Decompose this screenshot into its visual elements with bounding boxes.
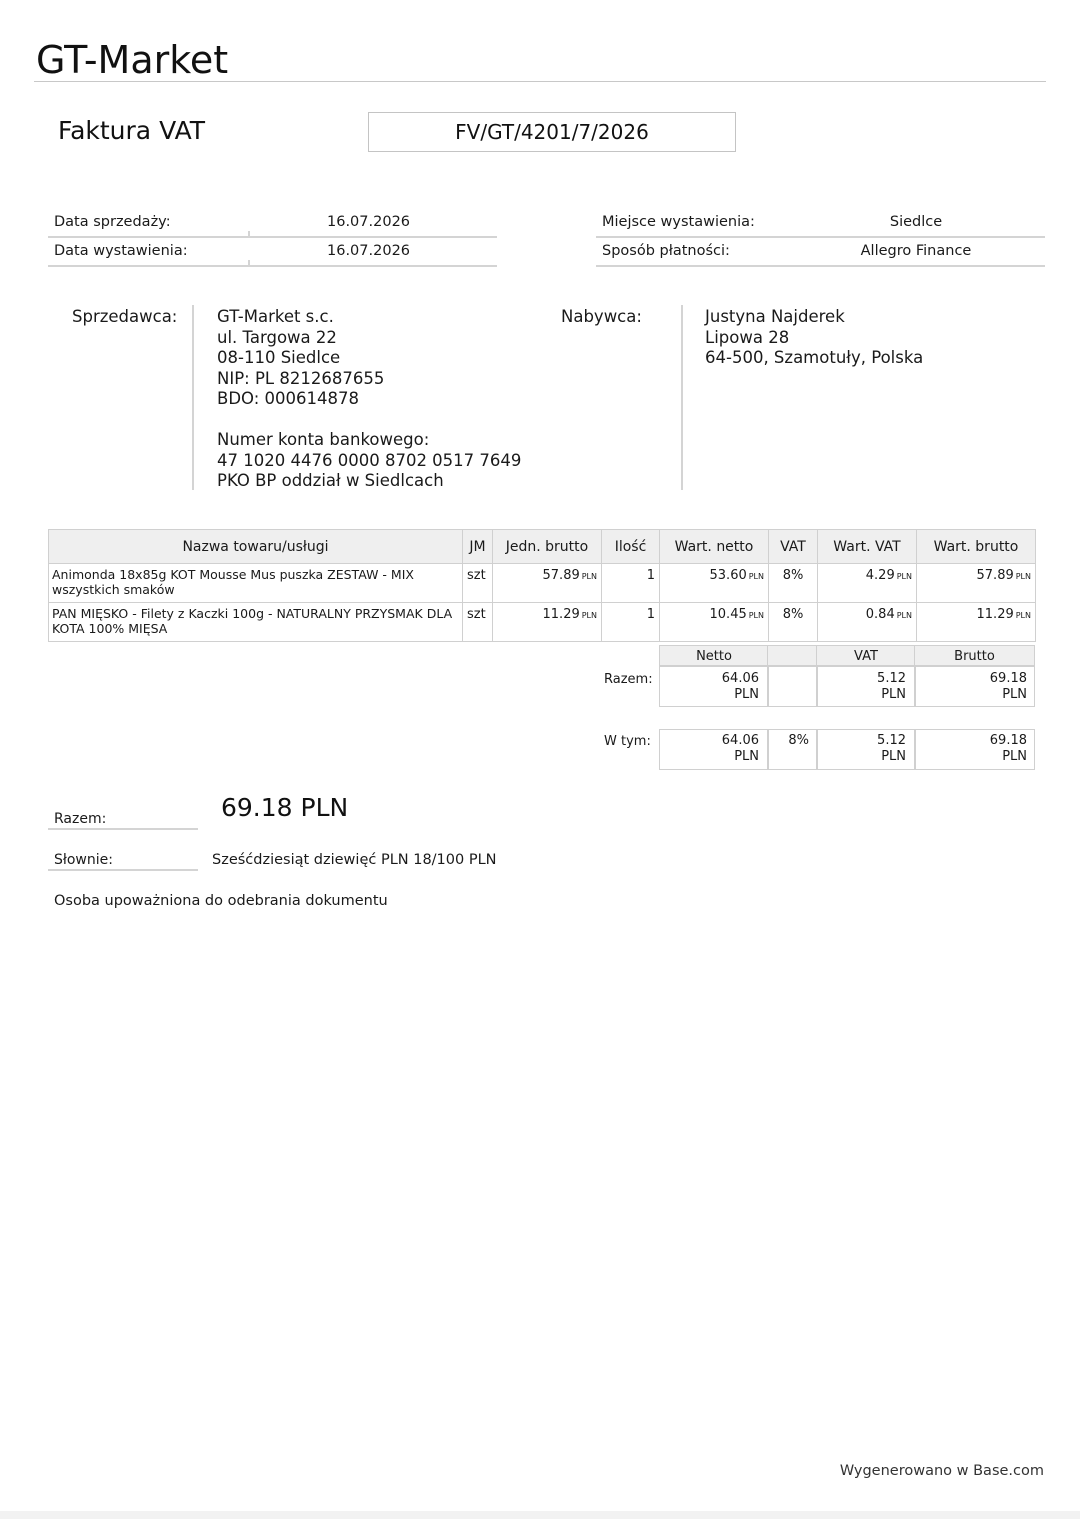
item-name: Animonda 18x85g KOT Mousse Mus puszka ZESTAW - MIX wszystkich smaków xyxy=(49,564,463,603)
col-header-vat-rate: VAT xyxy=(769,530,818,564)
currency-label: PLN xyxy=(896,572,912,581)
item-name: PAN MIĘSKO - Filety z Kaczki 100g - NATURALNY PRZYSMAK DLA KOTA 100% MIĘSA xyxy=(49,603,463,642)
invoice-number-box: FV/GT/4201/7/2026 xyxy=(368,112,736,152)
sale-date-label: Data sprzedaży: xyxy=(54,214,171,230)
breakdown-net: 64.06 xyxy=(721,733,759,748)
line-items-table xyxy=(48,529,1036,642)
col-header-net: Wart. netto xyxy=(660,530,769,564)
item-net: 53.60 xyxy=(709,568,747,583)
bank-account-number: 47 1020 4476 0000 8702 0517 7649 xyxy=(217,450,522,470)
breakdown-gross: 69.18 xyxy=(989,733,1027,748)
issue-place-value: Siedlce xyxy=(889,214,943,230)
currency-label: PLN xyxy=(1015,611,1031,620)
col-header-unit-gross: Jedn. brutto xyxy=(493,530,602,564)
item-vat: 0.84 xyxy=(865,607,895,622)
sale-date-row xyxy=(48,209,497,238)
payment-method-value: Allegro Finance xyxy=(860,243,972,259)
breakdown-vat-rate: 8% xyxy=(788,733,809,748)
buyer-details xyxy=(705,307,923,369)
buyer-line: 64-500, Szamotuły, Polska xyxy=(705,348,924,367)
currency-label: PLN xyxy=(581,611,597,620)
buyer-label: Nabywca: xyxy=(561,307,642,326)
grand-total-amount: 69.18 PLN xyxy=(221,793,349,822)
currency-label: PLN xyxy=(581,572,597,581)
buyer-line: Justyna Najderek xyxy=(705,307,845,326)
sale-date-value: 16.07.2026 xyxy=(327,214,411,230)
issue-place-label: Miejsce wystawienia: xyxy=(602,214,755,230)
payment-method-row xyxy=(596,238,1045,267)
issue-date-value: 16.07.2026 xyxy=(327,243,411,259)
document-title: Faktura VAT xyxy=(58,116,206,145)
item-vat-rate: 8% xyxy=(769,603,818,642)
item-gross: 11.29 xyxy=(976,607,1014,622)
currency-label: PLN xyxy=(734,749,759,764)
amount-in-words: Sześćdziesiąt dziewięć PLN 18/100 PLN xyxy=(212,852,497,868)
currency-label: PLN xyxy=(1002,687,1027,702)
item-unit-gross: 11.29 xyxy=(542,607,580,622)
summary-total-net: 64.06 xyxy=(721,671,759,686)
header-divider xyxy=(34,81,1046,82)
company-name: GT-Market xyxy=(36,38,229,82)
footer-generated-by: Wygenerowano w Base.com xyxy=(839,1463,1044,1479)
currency-label: PLN xyxy=(881,749,906,764)
currency-label: PLN xyxy=(748,572,764,581)
seller-line: ul. Targowa 22 xyxy=(217,327,337,347)
issue-date-row xyxy=(48,238,497,267)
item-vat-rate: 8% xyxy=(769,564,818,603)
summary-total-gross: 69.18 xyxy=(989,671,1027,686)
table-row xyxy=(49,564,1036,603)
col-header-qty: Ilość xyxy=(602,530,660,564)
seller-line: GT-Market s.c. xyxy=(217,307,334,326)
seller-label: Sprzedawca: xyxy=(72,307,178,326)
item-unit: szt xyxy=(463,603,493,642)
amount-in-words-label: Słownie: xyxy=(54,852,113,868)
summary-header-vat: VAT xyxy=(816,645,916,667)
seller-bdo: BDO: 000614878 xyxy=(217,389,360,408)
seller-tax-id: NIP: PL 8212687655 xyxy=(217,368,385,388)
currency-label: PLN xyxy=(1002,749,1027,764)
currency-label: PLN xyxy=(748,611,764,620)
item-net: 10.45 xyxy=(709,607,747,622)
item-unit: szt xyxy=(463,564,493,603)
summary-breakdown-label: W tym: xyxy=(604,734,651,749)
seller-details xyxy=(217,307,521,492)
payment-method-label: Sposób płatności: xyxy=(602,243,730,259)
buyer-divider xyxy=(681,305,683,490)
col-header-name: Nazwa towaru/usługi xyxy=(49,530,463,564)
item-gross: 57.89 xyxy=(976,568,1014,583)
currency-label: PLN xyxy=(1015,572,1031,581)
table-header-row xyxy=(49,530,1036,564)
breakdown-vat: 5.12 xyxy=(877,733,906,748)
item-unit-gross: 57.89 xyxy=(542,568,580,583)
seller-line: 08-110 Siedlce xyxy=(217,348,341,367)
seller-divider xyxy=(192,305,194,490)
issue-date-label: Data wystawienia: xyxy=(54,243,188,259)
summary-total-label: Razem: xyxy=(604,672,653,687)
table-row xyxy=(49,603,1036,642)
currency-label: PLN xyxy=(734,687,759,702)
col-header-vat: Wart. VAT xyxy=(818,530,917,564)
summary-header-net: Netto xyxy=(659,645,769,667)
summary-total-vat: 5.12 xyxy=(877,671,906,686)
buyer-line: Lipowa 28 xyxy=(705,327,790,347)
summary-header-gross: Brutto xyxy=(914,645,1035,667)
authorized-person-label: Osoba upoważniona do odebrania dokumentu xyxy=(54,893,388,909)
item-qty: 1 xyxy=(602,564,660,603)
col-header-unit: JM xyxy=(463,530,493,564)
issue-place-row xyxy=(596,209,1045,238)
bank-name: PKO BP oddział w Siedlcach xyxy=(217,471,444,490)
bank-account-label: Numer konta bankowego: xyxy=(217,430,430,449)
col-header-gross: Wart. brutto xyxy=(917,530,1036,564)
currency-label: PLN xyxy=(896,611,912,620)
item-qty: 1 xyxy=(602,603,660,642)
item-vat: 4.29 xyxy=(865,568,895,583)
grand-total-label: Razem: xyxy=(54,811,107,827)
currency-label: PLN xyxy=(881,687,906,702)
